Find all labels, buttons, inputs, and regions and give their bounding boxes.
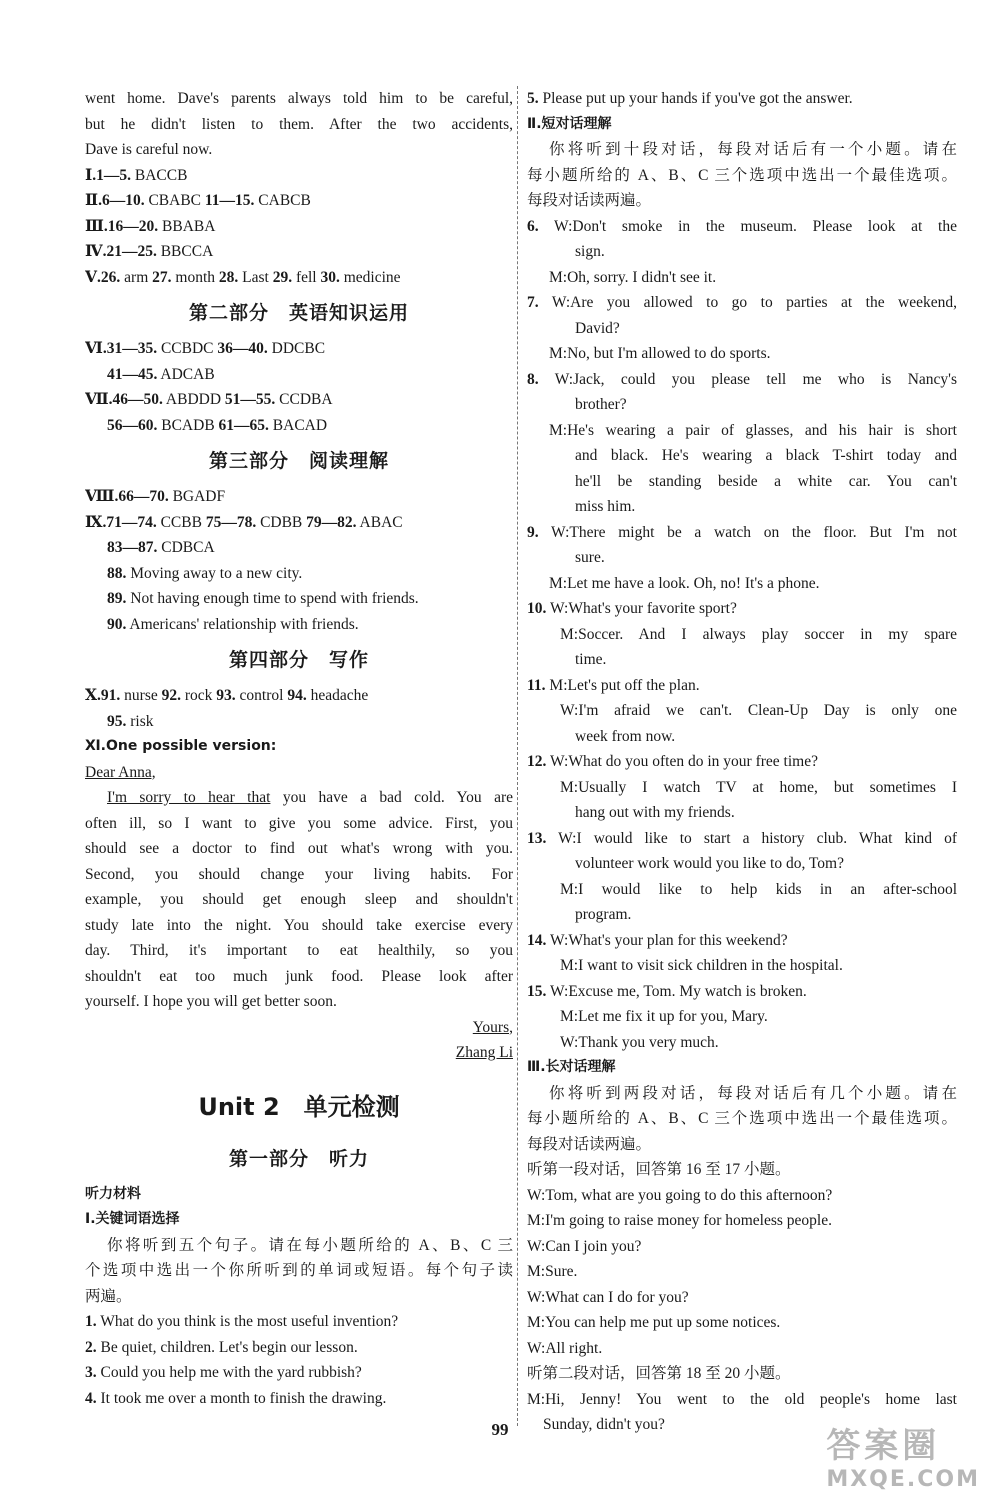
dialog-line <box>527 800 957 826</box>
answer-line <box>85 683 513 709</box>
question-number: 36—40. <box>217 340 268 357</box>
question-number: 15. <box>527 982 547 1000</box>
answer-text: headache <box>306 687 369 704</box>
version-label: Ⅺ.One possible version: <box>85 738 277 754</box>
question-number: 11. <box>527 676 546 694</box>
question-number: Ⅱ.6—10. <box>85 192 145 209</box>
answer-text: BGADF <box>168 488 226 505</box>
dialog-line <box>527 469 957 495</box>
question-number: 83—87. <box>107 539 158 556</box>
question-number: 30. <box>320 268 340 286</box>
dialog-text: sign. <box>575 243 605 260</box>
left-column <box>85 86 513 1411</box>
question-number: 88. <box>107 564 127 582</box>
unit-title: Unit 2 单元检测 <box>198 1092 400 1121</box>
answer-line <box>85 1335 513 1361</box>
dialog-line: M:Sure. <box>527 1263 578 1280</box>
letter-closing: Yours, <box>472 1018 513 1036</box>
dialog-line <box>527 902 957 928</box>
section-heading: 第二部分 英语知识运用 <box>188 302 409 324</box>
dialog-line <box>527 851 957 877</box>
section-heading: 第四部分 写作 <box>228 649 369 671</box>
story-line: Dave is careful now. <box>85 141 213 158</box>
answer-line <box>85 612 513 638</box>
letter-line: often ill, so I want to give you some advice. First, you <box>85 814 513 832</box>
dialog-text: David? <box>575 319 620 337</box>
answer-line <box>85 214 513 240</box>
answer-text: nurse <box>120 687 162 704</box>
answer-text: CDBCA <box>157 539 215 556</box>
dialog-line: W:All right. <box>527 1339 603 1357</box>
section-heading: 第一部分 听力 <box>228 1147 369 1170</box>
dialog-line <box>527 775 957 801</box>
answer-text: DDCBC <box>267 340 326 357</box>
dialog-line <box>527 673 957 699</box>
dialog-text: W:Jack, could you please tell me who is Nancy's <box>538 370 957 388</box>
right-column <box>527 86 957 1438</box>
question-number: 10. <box>527 600 547 617</box>
question-number: 6. <box>527 217 539 235</box>
dialog-text: M:Let me have a look. Oh, no! It's a phone. <box>549 574 820 592</box>
dialog-text: M:Usually I watch TV at home, but sometimes I <box>560 778 957 796</box>
question-number: 95. <box>107 712 127 730</box>
question-number: 2. <box>85 1338 97 1356</box>
question-number: 7. <box>527 294 539 311</box>
answer-text: CCDBA <box>275 391 333 408</box>
question-number: Ⅰ.1—5. <box>85 166 132 184</box>
dialog-line <box>527 698 957 724</box>
answer-text: Moving away to a new city. <box>126 564 303 582</box>
story-line: went home. Dave's parents always told him to be careful, <box>85 90 513 107</box>
answer-line <box>527 86 957 112</box>
story-line: but he didn't listen to them. After the two accidents, <box>85 115 513 133</box>
dialog-line: W:Can I join you? <box>527 1237 642 1255</box>
question-number: Ⅸ.71—74. <box>85 513 157 531</box>
question-number: 5. <box>527 90 539 107</box>
dialog-text: W:Don't smoke in the museum. Please look at the <box>538 217 957 235</box>
answer-text: Could you help me with the yard rubbish? <box>96 1364 362 1381</box>
question-number: 14. <box>527 931 547 949</box>
question-number: 51—55. <box>224 391 276 408</box>
question-number: Ⅳ.21—25. <box>85 243 157 260</box>
answer-text: CDBB <box>256 513 307 531</box>
material-label: 听力材料 <box>85 1185 141 1202</box>
question-number: 4. <box>85 1389 97 1407</box>
dialog-text: W:What's your plan for this weekend? <box>546 931 788 949</box>
question-number: 3. <box>85 1364 97 1381</box>
answer-line <box>85 387 513 413</box>
answer-text: control <box>235 687 288 704</box>
question-number: 1. <box>85 1313 97 1330</box>
instruction-line: 个选项中选出一个你所听到的单词或短语。每个句子读 <box>85 1262 513 1279</box>
answer-text: rock <box>180 687 217 704</box>
answer-line <box>85 362 513 388</box>
question-number: 41—45. <box>107 365 158 383</box>
subsection-label: Ⅰ.关键词语选择 <box>85 1211 180 1227</box>
question-number: 29. <box>272 268 293 286</box>
subsection-label: Ⅲ.长对话理解 <box>527 1059 616 1075</box>
dialog-line <box>527 443 957 469</box>
dialog-text: miss him. <box>575 498 636 515</box>
question-number: Ⅹ.91. <box>85 687 121 704</box>
question-number: 92. <box>161 687 181 704</box>
dialog-intro: 听第一段对话，回答第 16 至 17 小题。 <box>527 1161 791 1178</box>
watermark-logo <box>826 1418 980 1492</box>
answer-text: CABCB <box>254 192 311 209</box>
answer-text: ABDDD <box>162 391 225 408</box>
dialog-line <box>527 877 957 903</box>
instruction-line: 你将听到十段对话，每段对话后有一个小题。请在 <box>549 141 957 158</box>
question-number: 11—15. <box>204 192 255 209</box>
question-number: 8. <box>527 370 539 388</box>
answer-text: BCADB <box>157 416 219 434</box>
answer-line <box>85 336 513 362</box>
question-number: 56—60. <box>107 416 158 434</box>
dialog-line <box>527 928 957 954</box>
answer-text: BBABA <box>158 217 216 235</box>
answer-text: CCBB <box>156 513 206 531</box>
question-number: 9. <box>527 523 539 541</box>
question-number: 75—78. <box>205 513 257 531</box>
answer-text: BACCB <box>131 166 188 184</box>
section-heading: 第三部分 阅读理解 <box>208 450 389 472</box>
question-number: 79—82. <box>306 513 357 531</box>
instruction-line: 两遍。 <box>85 1287 132 1305</box>
dialog-line <box>527 392 957 418</box>
answer-text: What do you think is the most useful invention? <box>96 1313 399 1330</box>
instruction-line: 每小题所给的 A、B、C 三个选项中选出一个最佳选项。 <box>527 1110 957 1127</box>
dialog-line <box>527 953 957 979</box>
dialog-text: hang out with my friends. <box>575 804 735 821</box>
dialog-line <box>527 826 957 852</box>
question-number: Ⅴ.26. <box>85 268 121 286</box>
answer-line <box>85 188 513 214</box>
watermark-url: MXQE.COM <box>826 1467 980 1492</box>
answer-text: CCBDC <box>157 340 218 357</box>
dialog-text: M:I want to visit sick children in the hospital. <box>560 957 843 974</box>
answer-text: Not having enough time to spend with friends. <box>126 590 419 607</box>
dialog-line <box>527 367 957 393</box>
dialog-text: M:Let's put off the plan. <box>545 676 700 694</box>
answer-text: month <box>171 268 219 286</box>
dialog-line <box>527 290 957 316</box>
question-number: Ⅲ.16—20. <box>85 217 159 235</box>
dialog-text: W:I would like to start a history club. What kind of <box>546 829 957 847</box>
dialog-text: W:Thank you very much. <box>560 1033 719 1051</box>
dialog-line <box>527 316 957 342</box>
dialog-text: M:Soccer. And I always play soccer in my spare <box>560 625 957 643</box>
question-number: 89. <box>107 590 127 607</box>
dialog-line <box>527 418 957 444</box>
dialog-text: he'll be standing beside a white car. You can't <box>575 472 957 490</box>
answer-line <box>85 586 513 612</box>
dialog-line <box>527 724 957 750</box>
question-number: Ⅷ.66—70. <box>85 488 169 505</box>
answer-text: fell <box>292 268 321 286</box>
answer-text: Be quiet, children. Let's begin our lesson. <box>96 1338 358 1356</box>
letter-signature: Zhang Li <box>455 1044 513 1061</box>
dialog-text: week from now. <box>575 727 676 745</box>
dialog-text: M:Oh, sorry. I didn't see it. <box>549 268 717 286</box>
letter-line: should see a doctor to find out what's wrong with you. <box>85 840 513 857</box>
letter-line: shouldn't eat too much junk food. Please look after <box>85 967 513 985</box>
dialog-text: M:No, but I'm allowed to do sports. <box>549 345 771 362</box>
dialog-text: W:What's your favorite sport? <box>546 600 737 617</box>
subsection-label: Ⅱ.短对话理解 <box>527 115 612 132</box>
answer-text: Americans' relationship with friends. <box>126 615 359 633</box>
answer-line <box>85 510 513 536</box>
answer-text: Please put up your hands if you've got the answer. <box>538 90 853 107</box>
question-number: 13. <box>527 829 547 847</box>
question-number: Ⅶ.46—50. <box>85 391 163 408</box>
question-number: 27. <box>152 268 172 286</box>
instruction-line: 每段对话读两遍。 <box>527 192 652 209</box>
dialog-line <box>527 571 957 597</box>
dialog-line: Sunday, didn't you? <box>543 1416 665 1433</box>
dialog-text: and black. He's wearing a black T-shirt today and <box>575 447 957 464</box>
answer-text: ADCAB <box>157 365 215 383</box>
answer-text: BBCCA <box>156 243 214 260</box>
letter-line: example, you should get enough sleep and shouldn't <box>85 891 513 908</box>
letter-line: Second, you should change your living habits. For <box>85 865 513 883</box>
answer-line <box>85 413 513 439</box>
dialog-text: W:I'm afraid we can't. Clean-Up Day is only one <box>560 702 957 719</box>
dialog-line <box>527 265 957 291</box>
dialog-line: M:You can help me put up some notices. <box>527 1314 781 1331</box>
answer-line <box>85 709 513 735</box>
question-number: Ⅵ.31—35. <box>85 340 158 357</box>
answer-line <box>85 265 513 291</box>
watermark-text: 答案圈 <box>826 1426 941 1466</box>
answer-line <box>85 239 513 265</box>
instruction-line: 你将听到五个句子。请在每小题所给的 A、B、C 三 <box>107 1236 513 1254</box>
dialog-text: M:He's wearing a pair of glasses, and his hair is short <box>549 421 957 439</box>
answer-text: ABAC <box>356 513 403 531</box>
dialog-line <box>527 647 957 673</box>
dialog-text: W:Excuse me, Tom. My watch is broken. <box>546 982 807 1000</box>
dialog-line <box>527 239 957 265</box>
answer-text: It took me over a month to finish the drawing. <box>96 1389 387 1407</box>
instruction-line: 你将听到两段对话，每段对话后有几个小题。请在 <box>549 1084 957 1102</box>
dialog-line <box>527 979 957 1005</box>
dialog-line <box>527 494 957 520</box>
dialog-line <box>527 622 957 648</box>
letter-text: you have a bad cold. You are <box>270 789 513 806</box>
dialog-line <box>527 1030 957 1056</box>
letter-phrase: I'm sorry to hear that <box>107 789 271 806</box>
dialog-text: sure. <box>575 549 605 566</box>
answer-line <box>85 1386 513 1412</box>
answer-text: BACAD <box>268 416 328 434</box>
answer-line <box>85 484 513 510</box>
letter-line <box>85 785 513 811</box>
answer-line <box>85 163 513 189</box>
letter-line: study late into the night. You should take exercise every <box>85 916 513 934</box>
answer-text: CBABC <box>144 192 205 209</box>
dialog-line <box>527 596 957 622</box>
letter-line: yourself. I hope you will get better soon. <box>85 993 337 1010</box>
question-number: 90. <box>107 615 127 633</box>
question-number: 94. <box>287 687 307 704</box>
dialog-text: M:Let me fix it up for you, Mary. <box>560 1008 768 1025</box>
column-divider <box>517 86 519 1426</box>
page-number: 99 <box>491 1420 509 1439</box>
answer-text: Last <box>238 268 273 286</box>
letter-greeting: Dear Anna, <box>85 763 156 781</box>
answer-line <box>85 561 513 587</box>
dialog-text: time. <box>575 651 607 668</box>
dialog-text: brother? <box>575 396 627 413</box>
answer-text: arm <box>120 268 153 286</box>
instruction-line: 每小题所给的 A、B、C 三个选项中选出一个最佳选项。 <box>527 166 957 184</box>
question-number: 93. <box>216 687 236 704</box>
dialog-line <box>527 545 957 571</box>
dialog-text: W:There might be a watch on the floor. But I'm not <box>538 523 957 541</box>
dialog-line <box>527 520 957 546</box>
question-number: 12. <box>527 753 547 770</box>
answer-text: risk <box>126 712 154 730</box>
dialog-text: W:Are you allowed to go to parties at the weekend, <box>538 294 957 311</box>
question-number: 61—65. <box>218 416 269 434</box>
dialog-line: W:What can I do for you? <box>527 1288 689 1306</box>
dialog-intro: 听第二段对话，回答第 18 至 20 小题。 <box>527 1365 791 1382</box>
dialog-line <box>527 1004 957 1030</box>
dialog-text: M:I would like to help kids in an after-school <box>560 880 957 898</box>
dialog-line <box>527 749 957 775</box>
dialog-text: program. <box>575 906 632 923</box>
dialog-line: M:I'm going to raise money for homeless people. <box>527 1212 832 1229</box>
dialog-text: W:What do you often do in your free time? <box>546 753 818 770</box>
answer-line <box>85 535 513 561</box>
dialog-text: volunteer work would you like to do, Tom? <box>575 855 844 872</box>
letter-line: day. Third, it's important to eat healthily, so you <box>85 942 513 959</box>
answer-line <box>85 1309 513 1335</box>
answer-text: medicine <box>339 268 401 286</box>
answer-line <box>85 1360 513 1386</box>
instruction-line: 每段对话读两遍。 <box>527 1135 652 1153</box>
dialog-line <box>527 341 957 367</box>
dialog-line: W:Tom, what are you going to do this afternoon? <box>527 1186 833 1204</box>
dialog-line <box>527 214 957 240</box>
dialog-line: M:Hi, Jenny! You went to the old people's home last <box>527 1390 957 1408</box>
question-number: 28. <box>218 268 239 286</box>
